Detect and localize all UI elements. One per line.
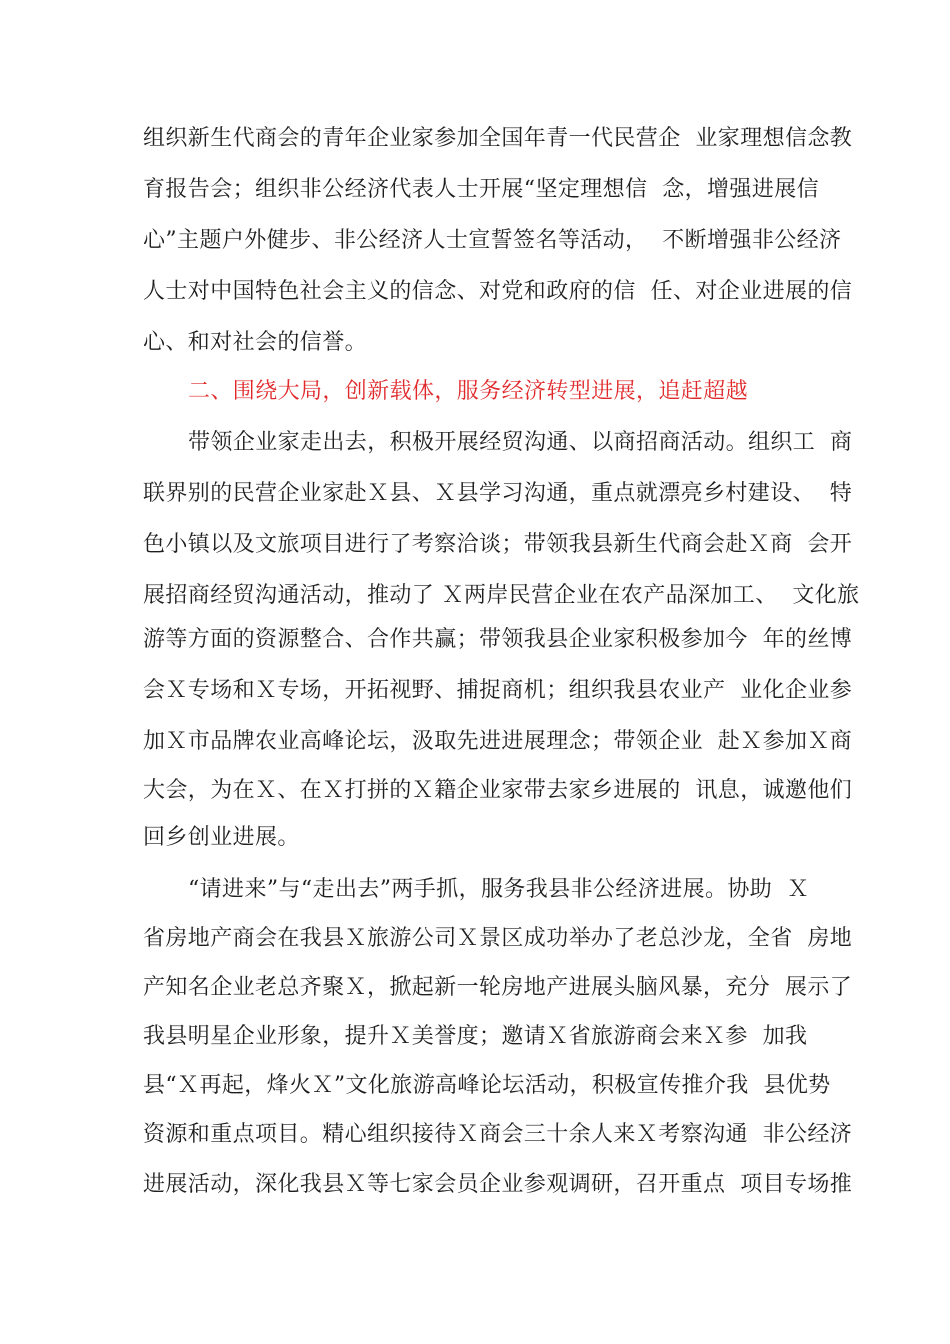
- body-text-line: 资源和重点项目。精心组织接待Ｘ商会三十余人来Ｘ考察沟通 非公经济: [143, 1122, 853, 1147]
- body-text-line: 我县明星企业形象，提升Ｘ美誉度；邀请Ｘ省旅游商会来Ｘ参 加我: [143, 1024, 808, 1049]
- body-text-line: 心”主题户外健步、非公经济人士宣誓签名等活动， 不断增强非公经济: [143, 228, 842, 253]
- body-text-line: 大会，为在Ｘ、在Ｘ打拼的Ｘ籍企业家带去家乡进展的 讯息，诚邀他们: [143, 778, 853, 803]
- body-text-line: 育报告会；组织非公经济代表人士开展“坚定理想信 念，增强进展信: [143, 177, 820, 202]
- body-text-line: 色小镇以及文旅项目进行了考察洽谈；带领我县新生代商会赴Ｘ商 会开: [143, 532, 853, 557]
- body-text-line: 加Ｘ市品牌农业高峰论坛，汲取先进进展理念；带领企业 赴Ｘ参加Ｘ商: [143, 729, 853, 754]
- body-text-line: 产知名企业老总齐聚Ｘ，掀起新一轮房地产进展头脑风暴，充分 展示了: [143, 975, 853, 1000]
- body-text-line: 联界别的民营企业家赴Ｘ县、Ｘ县学习沟通，重点就漂亮乡村建设、 特: [143, 481, 853, 506]
- body-text-line: 进展活动，深化我县Ｘ等七家会员企业参观调研，召开重点 项目专场推: [143, 1172, 853, 1197]
- body-text-line: 回乡创业进展。: [143, 825, 300, 850]
- body-text-line: 县“Ｘ再起，烽火Ｘ”文化旅游高峰论坛活动，积极宣传推介我 县优势: [143, 1073, 831, 1098]
- body-text-line: 游等方面的资源整合、合作共赢；带领我县企业家积极参加今 年的丝博: [143, 627, 853, 652]
- body-text-line: 省房地产商会在我县Ｘ旅游公司Ｘ景区成功举办了老总沙龙，全省 房地: [143, 926, 853, 951]
- body-text-line: “请进来”与“走出去”两手抓，服务我县非公经济进展。协助 Ｘ: [188, 877, 810, 902]
- section-heading: 二、围绕大局，创新载体，服务经济转型进展，追赶超越: [188, 379, 749, 404]
- body-text-line: 展招商经贸沟通活动，推动了 Ｘ两岸民营企业在农产品深加工、 文化旅: [143, 583, 860, 608]
- body-text-line: 人士对中国特色社会主义的信念、对党和政府的信 任、对企业进展的信: [143, 279, 853, 304]
- body-text-line: 带领企业家走出去，积极开展经贸沟通、以商招商活动。组织工 商: [188, 430, 853, 455]
- body-text-line: 会Ｘ专场和Ｘ专场，开拓视野、捕捉商机；组织我县农业产 业化企业参: [143, 678, 853, 703]
- body-text-line: 组织新生代商会的青年企业家参加全国年青一代民营企 业家理想信念教: [143, 126, 853, 151]
- body-text-line: 心、和对社会的信誉。: [143, 330, 368, 355]
